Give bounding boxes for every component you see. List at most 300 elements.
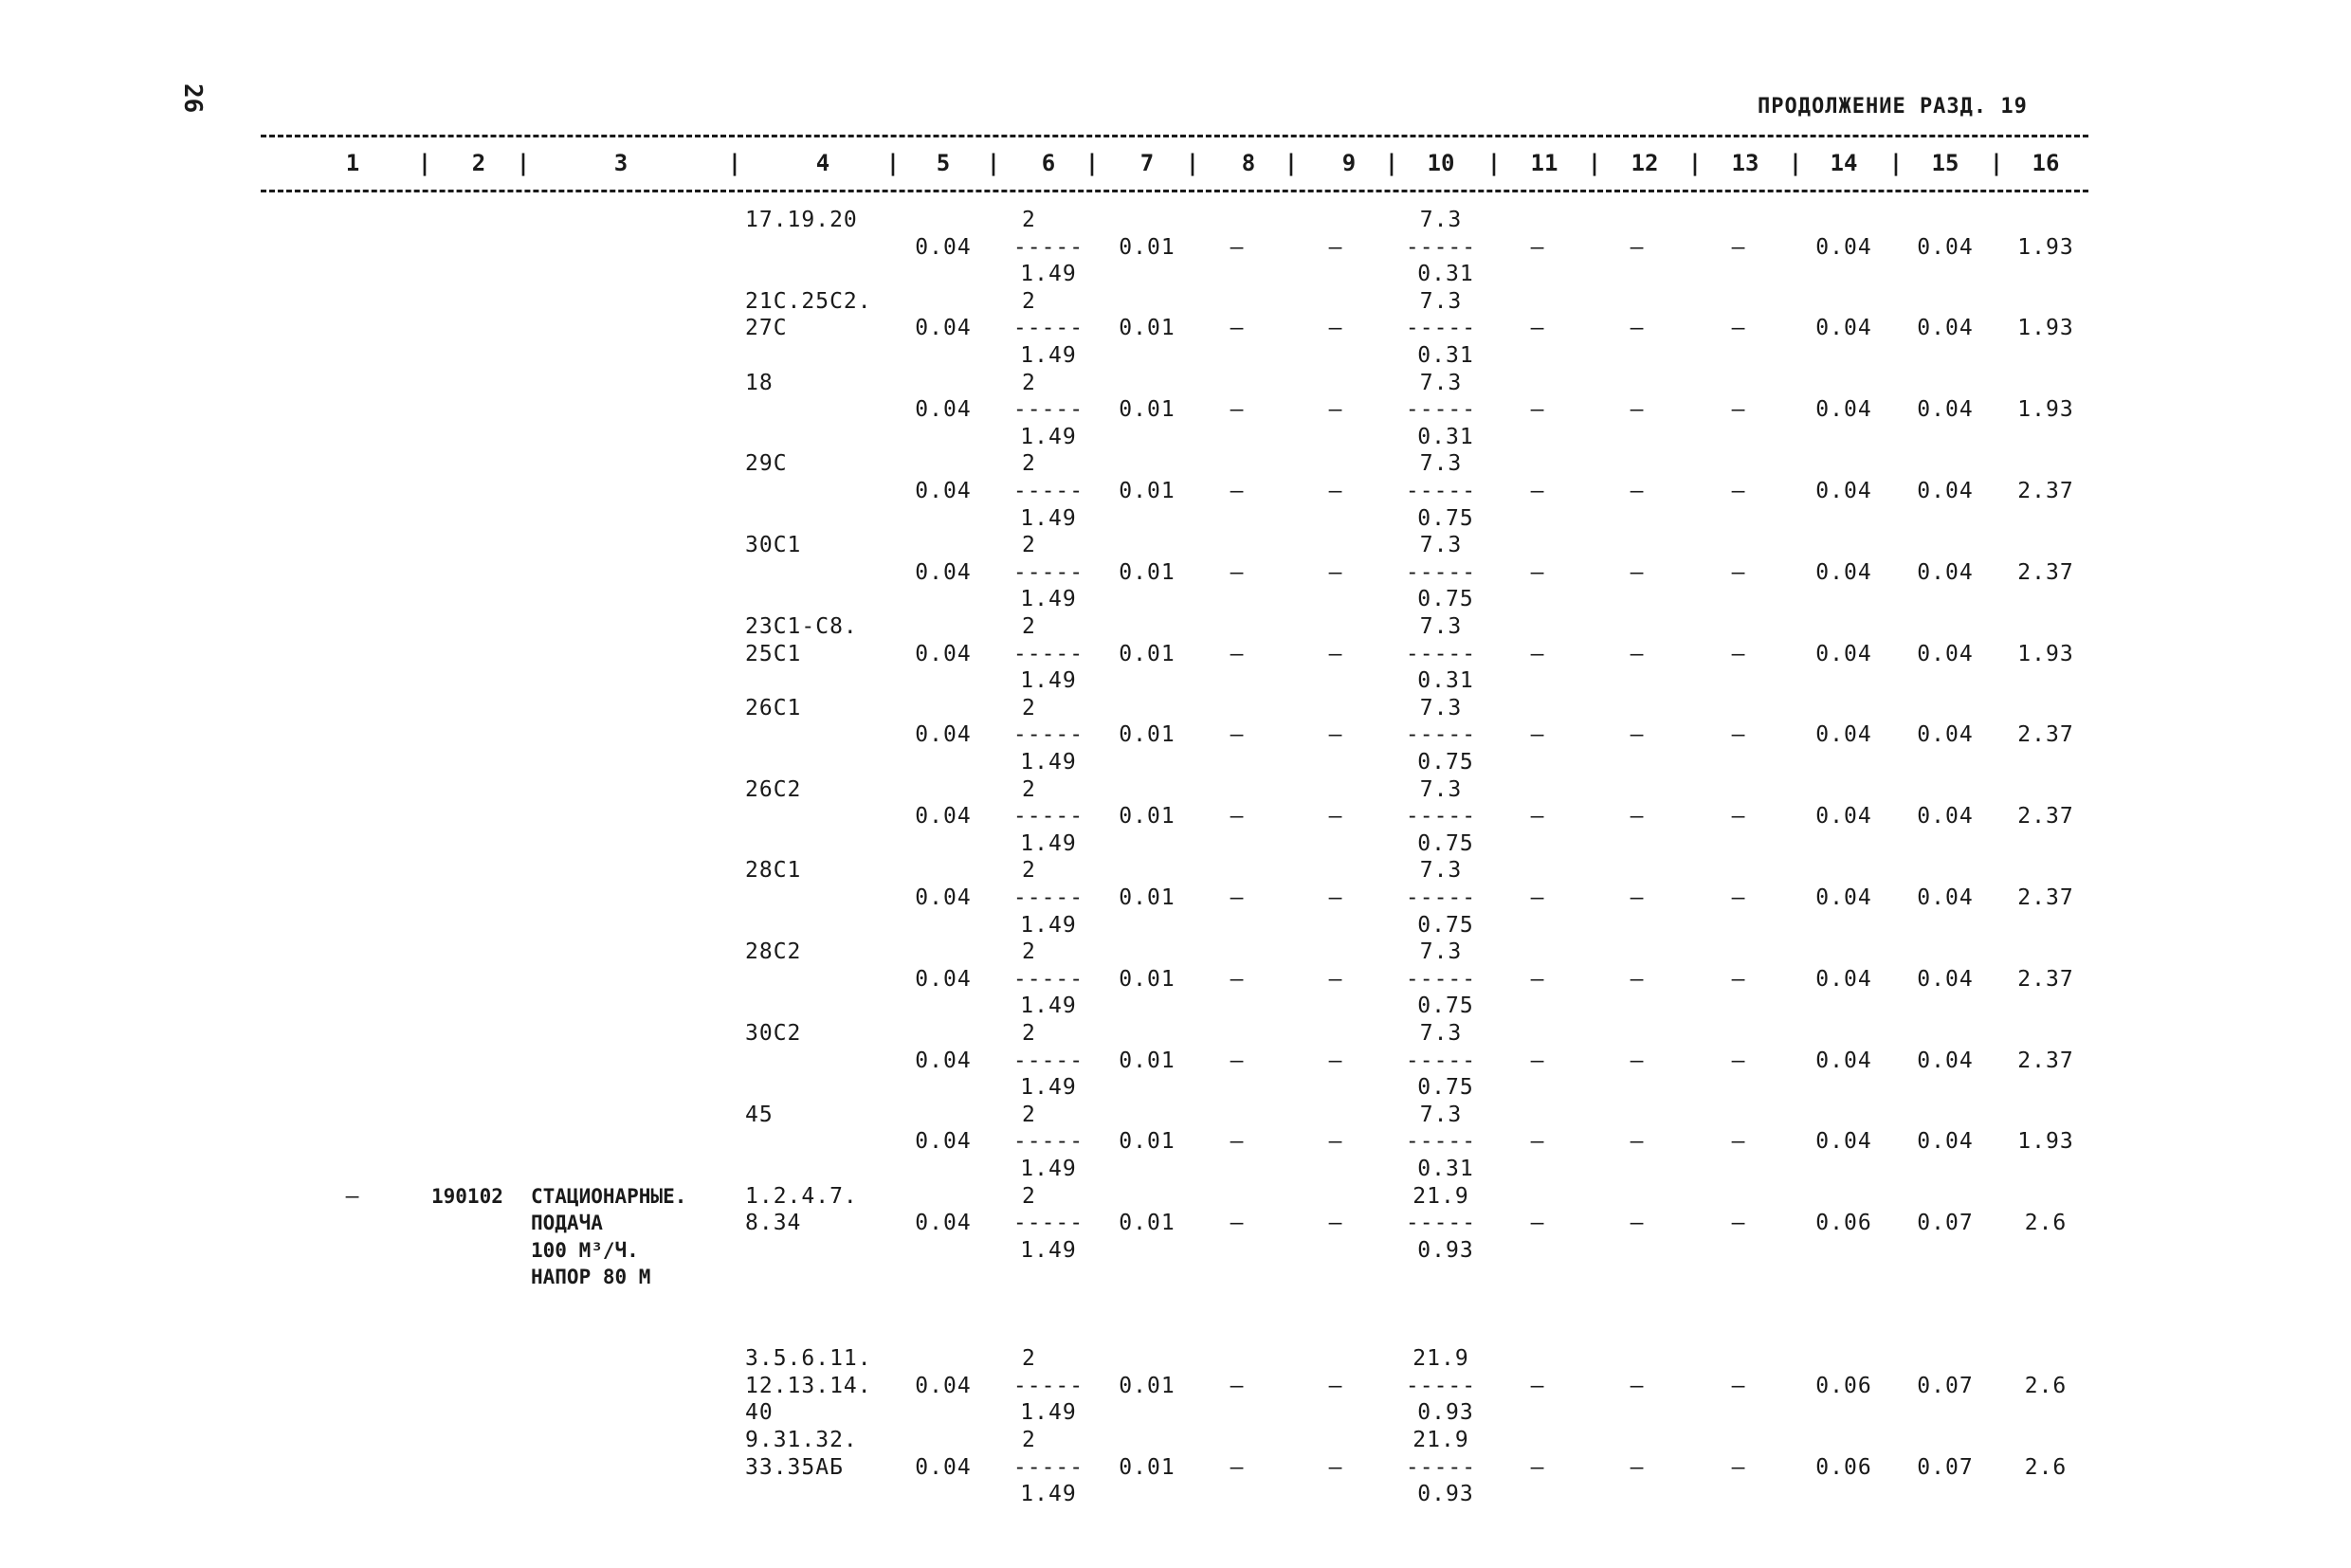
- column-header-10: 10: [1427, 150, 1455, 176]
- item-positions: 28С1: [745, 858, 802, 884]
- col5-value: 0.04: [915, 1048, 972, 1073]
- col1-value: –: [345, 1183, 360, 1209]
- col5-value: 0.04: [915, 234, 972, 260]
- col14-value: 0.04: [1815, 804, 1872, 830]
- col9-value: –: [1328, 559, 1343, 585]
- col7-value: 0.01: [1119, 559, 1176, 585]
- col7-value: 0.01: [1119, 1454, 1176, 1480]
- col15-value: 0.04: [1917, 1129, 1974, 1155]
- column-header-9: 9: [1341, 150, 1357, 176]
- item-positions: 25С1: [745, 641, 802, 666]
- col13-value: –: [1731, 234, 1746, 260]
- column-header-11: 11: [1530, 150, 1558, 176]
- col5-value: 0.04: [915, 479, 972, 503]
- col7-value: 0.01: [1119, 966, 1176, 992]
- column-separator: |: [1587, 150, 1602, 176]
- col5-value: 0.04: [915, 966, 972, 992]
- col9-value: –: [1328, 479, 1343, 503]
- col10-denominator: 0.31: [1417, 1157, 1474, 1181]
- item-positions: 30С2: [745, 1021, 802, 1046]
- col16-value: 2.6: [2024, 1373, 2068, 1398]
- col8-value: –: [1230, 641, 1245, 666]
- col8-value: –: [1230, 885, 1245, 910]
- col11-value: –: [1530, 1129, 1545, 1155]
- col10-denominator: 0.75: [1417, 912, 1474, 938]
- col7-value: 0.01: [1119, 641, 1176, 666]
- col6-fraction-bar: -----: [1012, 885, 1084, 910]
- col7-value: 0.01: [1119, 722, 1176, 748]
- col5-value: 0.04: [915, 1129, 972, 1155]
- col6-denominator: 1.49: [1020, 994, 1077, 1019]
- col15-value: 0.04: [1917, 722, 1974, 748]
- col6-numerator: 2: [1022, 370, 1036, 395]
- col8-value: –: [1230, 316, 1245, 341]
- col14-value: 0.04: [1815, 559, 1872, 585]
- col13-value: –: [1731, 1454, 1746, 1480]
- col10-numerator: 7.3: [1419, 451, 1463, 477]
- column-header-16: 16: [2032, 150, 2060, 176]
- col11-value: –: [1530, 1373, 1545, 1398]
- col10-fraction-bar: -----: [1405, 1129, 1477, 1155]
- col10-fraction-bar: -----: [1405, 641, 1477, 666]
- col7-value: 0.01: [1119, 1211, 1176, 1236]
- col12-value: –: [1630, 1048, 1645, 1073]
- column-separator: |: [1284, 150, 1299, 176]
- col6-denominator: 1.49: [1020, 830, 1077, 856]
- col6-fraction-bar: -----: [1012, 479, 1084, 503]
- column-header-4: 4: [815, 150, 830, 176]
- col9-value: –: [1328, 397, 1343, 423]
- col12-value: –: [1630, 397, 1645, 423]
- col8-value: –: [1230, 397, 1245, 423]
- col16-value: 2.37: [2017, 722, 2074, 748]
- col6-fraction-bar: -----: [1012, 641, 1084, 666]
- col6-denominator: 1.49: [1020, 262, 1077, 287]
- col16-value: 2.37: [2017, 559, 2074, 585]
- continuation-title: ПРОДОЛЖЕНИЕ РАЗД. 19: [1758, 95, 2028, 119]
- col15-value: 0.04: [1917, 479, 1974, 503]
- col10-denominator: 0.31: [1417, 668, 1474, 694]
- col10-fraction-bar: -----: [1405, 479, 1477, 503]
- col7-value: 0.01: [1119, 804, 1176, 830]
- col15-value: 0.04: [1917, 234, 1974, 260]
- col9-value: –: [1328, 1211, 1343, 1236]
- col14-value: 0.06: [1815, 1454, 1872, 1480]
- item-positions: 28С2: [745, 939, 802, 965]
- col12-value: –: [1630, 1373, 1645, 1398]
- col9-value: –: [1328, 804, 1343, 830]
- item-positions: 26С2: [745, 776, 802, 802]
- col14-value: 0.04: [1815, 966, 1872, 992]
- column-header-13: 13: [1731, 150, 1759, 176]
- col14-value: 0.04: [1815, 641, 1872, 666]
- col12-value: –: [1630, 479, 1645, 503]
- col13-value: –: [1731, 966, 1746, 992]
- col9-value: –: [1328, 1129, 1343, 1155]
- col10-fraction-bar: -----: [1405, 804, 1477, 830]
- col11-value: –: [1530, 1211, 1545, 1236]
- column-separator: |: [1989, 150, 2004, 176]
- col7-value: 0.01: [1119, 1373, 1176, 1398]
- col5-value: 0.04: [915, 1373, 972, 1398]
- col6-numerator: 2: [1022, 451, 1036, 477]
- column-header-7: 7: [1139, 150, 1155, 176]
- col14-value: 0.04: [1815, 397, 1872, 423]
- col7-value: 0.01: [1119, 1048, 1176, 1073]
- col15-value: 0.04: [1917, 885, 1974, 910]
- col16-value: 1.93: [2017, 397, 2074, 423]
- col6-fraction-bar: -----: [1012, 722, 1084, 748]
- col10-numerator: 7.3: [1419, 1102, 1463, 1127]
- col16-value: 2.6: [2024, 1454, 2068, 1480]
- col7-value: 0.01: [1119, 1129, 1176, 1155]
- col15-value: 0.07: [1917, 1373, 1974, 1398]
- item-positions: 12.13.14.: [745, 1373, 872, 1398]
- col10-denominator: 0.75: [1417, 994, 1474, 1019]
- col6-fraction-bar: -----: [1012, 397, 1084, 423]
- col6-denominator: 1.49: [1020, 505, 1077, 531]
- col13-value: –: [1731, 397, 1746, 423]
- item-positions: 40: [745, 1400, 774, 1426]
- col6-numerator: 2: [1022, 1102, 1036, 1127]
- column-separator: |: [1384, 150, 1399, 176]
- col15-value: 0.04: [1917, 966, 1974, 992]
- col10-fraction-bar: -----: [1405, 316, 1477, 341]
- col5-value: 0.04: [915, 1211, 972, 1236]
- column-separator: |: [1084, 150, 1100, 176]
- col9-value: –: [1328, 966, 1343, 992]
- col5-value: 0.04: [915, 1454, 972, 1480]
- col13-value: –: [1731, 559, 1746, 585]
- col15-value: 0.04: [1917, 316, 1974, 341]
- col16-value: 2.37: [2017, 885, 2074, 910]
- col6-numerator: 2: [1022, 695, 1036, 720]
- column-separator: |: [1888, 150, 1904, 176]
- col15-value: 0.04: [1917, 1048, 1974, 1073]
- item-positions: 33.35АБ: [745, 1454, 844, 1480]
- col6-numerator: 2: [1022, 1183, 1036, 1209]
- col10-fraction-bar: -----: [1405, 559, 1477, 585]
- col9-value: –: [1328, 1048, 1343, 1073]
- col6-fraction-bar: -----: [1012, 1454, 1084, 1480]
- col12-value: –: [1630, 1454, 1645, 1480]
- col8-value: –: [1230, 479, 1245, 503]
- col10-denominator: 0.75: [1417, 830, 1474, 856]
- col10-fraction-bar: -----: [1405, 1048, 1477, 1073]
- col16-value: 1.93: [2017, 641, 2074, 666]
- col10-numerator: 7.3: [1419, 939, 1463, 965]
- col8-value: –: [1230, 234, 1245, 260]
- col10-numerator: 7.3: [1419, 1021, 1463, 1046]
- col7-value: 0.01: [1119, 316, 1176, 341]
- col6-numerator: 2: [1022, 1346, 1036, 1372]
- col16-value: 1.93: [2017, 234, 2074, 260]
- col10-numerator: 21.9: [1412, 1346, 1469, 1372]
- col6-denominator: 1.49: [1020, 424, 1077, 449]
- column-header-5: 5: [936, 150, 951, 176]
- col15-value: 0.07: [1917, 1454, 1974, 1480]
- item-description: НАПОР 80 М: [531, 1266, 651, 1289]
- col15-value: 0.04: [1917, 559, 1974, 585]
- col16-value: 2.37: [2017, 479, 2074, 503]
- col7-value: 0.01: [1119, 885, 1176, 910]
- col10-fraction-bar: -----: [1405, 722, 1477, 748]
- col15-value: 0.07: [1917, 1211, 1974, 1236]
- col6-denominator: 1.49: [1020, 1237, 1077, 1263]
- col10-numerator: 7.3: [1419, 858, 1463, 884]
- col8-value: –: [1230, 722, 1245, 748]
- col14-value: 0.04: [1815, 1129, 1872, 1155]
- column-separator: |: [727, 150, 742, 176]
- col15-value: 0.04: [1917, 804, 1974, 830]
- col13-value: –: [1731, 722, 1746, 748]
- col13-value: –: [1731, 1048, 1746, 1073]
- col6-fraction-bar: -----: [1012, 966, 1084, 992]
- col11-value: –: [1530, 641, 1545, 666]
- col10-denominator: 0.75: [1417, 505, 1474, 531]
- col6-numerator: 2: [1022, 614, 1036, 639]
- col10-denominator: 0.75: [1417, 750, 1474, 775]
- col11-value: –: [1530, 966, 1545, 992]
- col14-value: 0.06: [1815, 1211, 1872, 1236]
- col6-numerator: 2: [1022, 288, 1036, 314]
- col10-denominator: 0.31: [1417, 343, 1474, 368]
- col14-value: 0.04: [1815, 234, 1872, 260]
- col10-numerator: 7.3: [1419, 776, 1463, 802]
- item-positions: 1.2.4.7.: [745, 1183, 858, 1209]
- col9-value: –: [1328, 234, 1343, 260]
- col13-value: –: [1731, 1211, 1746, 1236]
- col9-value: –: [1328, 885, 1343, 910]
- column-separator: |: [417, 150, 432, 176]
- header-top-rule: [261, 135, 2088, 137]
- col11-value: –: [1530, 1454, 1545, 1480]
- col5-value: 0.04: [915, 316, 972, 341]
- col6-numerator: 2: [1022, 858, 1036, 884]
- col7-value: 0.01: [1119, 397, 1176, 423]
- col12-value: –: [1630, 641, 1645, 666]
- col10-denominator: 0.75: [1417, 587, 1474, 612]
- column-header-row: [0, 150, 2351, 180]
- col5-value: 0.04: [915, 641, 972, 666]
- col6-denominator: 1.49: [1020, 1075, 1077, 1101]
- col13-value: –: [1731, 885, 1746, 910]
- col6-denominator: 1.49: [1020, 343, 1077, 368]
- col15-value: 0.04: [1917, 641, 1974, 666]
- item-description: 100 М³/Ч.: [531, 1238, 639, 1262]
- col16-value: 2.6: [2024, 1211, 2068, 1236]
- col5-value: 0.04: [915, 722, 972, 748]
- col8-value: –: [1230, 966, 1245, 992]
- col6-denominator: 1.49: [1020, 587, 1077, 612]
- column-separator: |: [986, 150, 1001, 176]
- col10-fraction-bar: -----: [1405, 885, 1477, 910]
- item-positions: 26С1: [745, 695, 802, 720]
- col10-denominator: 0.75: [1417, 1075, 1474, 1101]
- col6-denominator: 1.49: [1020, 912, 1077, 938]
- item-positions: 8.34: [745, 1211, 802, 1236]
- col10-numerator: 7.3: [1419, 288, 1463, 314]
- col10-numerator: 7.3: [1419, 533, 1463, 558]
- col13-value: –: [1731, 316, 1746, 341]
- col16-value: 2.37: [2017, 1048, 2074, 1073]
- item-description: ПОДАЧА: [531, 1212, 603, 1235]
- item-description: СТАЦИОНАРНЫЕ.: [531, 1184, 687, 1208]
- item-positions: 27С: [745, 316, 788, 341]
- col6-fraction-bar: -----: [1012, 316, 1084, 341]
- col6-numerator: 2: [1022, 533, 1036, 558]
- column-header-2: 2: [471, 150, 486, 176]
- col12-value: –: [1630, 1211, 1645, 1236]
- col6-numerator: 2: [1022, 1021, 1036, 1046]
- col11-value: –: [1530, 1048, 1545, 1073]
- col11-value: –: [1530, 722, 1545, 748]
- col8-value: –: [1230, 804, 1245, 830]
- col11-value: –: [1530, 479, 1545, 503]
- col6-denominator: 1.49: [1020, 1482, 1077, 1507]
- col15-value: 0.04: [1917, 397, 1974, 423]
- col9-value: –: [1328, 1373, 1343, 1398]
- column-header-12: 12: [1631, 150, 1659, 176]
- col10-denominator: 0.31: [1417, 424, 1474, 449]
- col14-value: 0.04: [1815, 885, 1872, 910]
- col6-fraction-bar: -----: [1012, 1129, 1084, 1155]
- col16-value: 1.93: [2017, 316, 2074, 341]
- col12-value: –: [1630, 885, 1645, 910]
- col6-fraction-bar: -----: [1012, 1373, 1084, 1398]
- item-positions: 30С1: [745, 533, 802, 558]
- page-number: 26: [178, 83, 207, 114]
- col14-value: 0.04: [1815, 479, 1872, 503]
- col10-numerator: 21.9: [1412, 1428, 1469, 1452]
- col5-value: 0.04: [915, 804, 972, 830]
- item-positions: 9.31.32.: [745, 1428, 858, 1452]
- col14-value: 0.04: [1815, 722, 1872, 748]
- col12-value: –: [1630, 1129, 1645, 1155]
- col13-value: –: [1731, 641, 1746, 666]
- col8-value: –: [1230, 1454, 1245, 1480]
- item-positions: 29С: [745, 451, 788, 477]
- column-separator: |: [1486, 150, 1502, 176]
- col8-value: –: [1230, 559, 1245, 585]
- column-header-1: 1: [345, 150, 360, 176]
- col10-fraction-bar: -----: [1405, 966, 1477, 992]
- col11-value: –: [1530, 559, 1545, 585]
- column-header-8: 8: [1241, 150, 1256, 176]
- col11-value: –: [1530, 316, 1545, 341]
- col6-fraction-bar: -----: [1012, 1048, 1084, 1073]
- col16-value: 2.37: [2017, 804, 2074, 830]
- col10-denominator: 0.31: [1417, 262, 1474, 287]
- col6-numerator: 2: [1022, 776, 1036, 802]
- col9-value: –: [1328, 641, 1343, 666]
- col6-fraction-bar: -----: [1012, 234, 1084, 260]
- col12-value: –: [1630, 722, 1645, 748]
- col12-value: –: [1630, 559, 1645, 585]
- col8-value: –: [1230, 1129, 1245, 1155]
- column-separator: |: [516, 150, 531, 176]
- col14-value: 0.06: [1815, 1373, 1872, 1398]
- column-header-6: 6: [1041, 150, 1056, 176]
- col10-numerator: 7.3: [1419, 370, 1463, 395]
- col11-value: –: [1530, 234, 1545, 260]
- col6-denominator: 1.49: [1020, 1157, 1077, 1181]
- col13-value: –: [1731, 804, 1746, 830]
- column-header-3: 3: [613, 150, 629, 176]
- column-separator: |: [1788, 150, 1803, 176]
- col6-numerator: 2: [1022, 1428, 1036, 1452]
- item-positions: 18: [745, 370, 774, 395]
- col8-value: –: [1230, 1211, 1245, 1236]
- col10-numerator: 7.3: [1419, 614, 1463, 639]
- col10-denominator: 0.93: [1417, 1482, 1474, 1507]
- col10-numerator: 7.3: [1419, 208, 1463, 232]
- col9-value: –: [1328, 316, 1343, 341]
- col10-denominator: 0.93: [1417, 1237, 1474, 1263]
- col6-numerator: 2: [1022, 208, 1036, 232]
- col6-denominator: 1.49: [1020, 1400, 1077, 1426]
- col10-denominator: 0.93: [1417, 1400, 1474, 1426]
- col14-value: 0.04: [1815, 1048, 1872, 1073]
- col12-value: –: [1630, 316, 1645, 341]
- col11-value: –: [1530, 885, 1545, 910]
- col6-fraction-bar: -----: [1012, 1211, 1084, 1236]
- col10-fraction-bar: -----: [1405, 397, 1477, 423]
- column-header-15: 15: [1931, 150, 1959, 176]
- col12-value: –: [1630, 804, 1645, 830]
- col14-value: 0.04: [1815, 316, 1872, 341]
- column-header-14: 14: [1830, 150, 1858, 176]
- col5-value: 0.04: [915, 885, 972, 910]
- col12-value: –: [1630, 966, 1645, 992]
- col12-value: –: [1630, 234, 1645, 260]
- col6-denominator: 1.49: [1020, 668, 1077, 694]
- col10-fraction-bar: -----: [1405, 1373, 1477, 1398]
- col9-value: –: [1328, 1454, 1343, 1480]
- col5-value: 0.04: [915, 559, 972, 585]
- column-separator: |: [1185, 150, 1200, 176]
- header-bottom-rule: [261, 190, 2088, 192]
- col13-value: –: [1731, 479, 1746, 503]
- item-positions: 23С1-С8.: [745, 614, 858, 639]
- col8-value: –: [1230, 1048, 1245, 1073]
- col10-fraction-bar: -----: [1405, 1211, 1477, 1236]
- col6-denominator: 1.49: [1020, 750, 1077, 775]
- col11-value: –: [1530, 804, 1545, 830]
- item-positions: 45: [745, 1102, 774, 1127]
- col11-value: –: [1530, 397, 1545, 423]
- col10-fraction-bar: -----: [1405, 1454, 1477, 1480]
- col10-numerator: 7.3: [1419, 695, 1463, 720]
- col10-numerator: 21.9: [1412, 1183, 1469, 1209]
- item-positions: 3.5.6.11.: [745, 1346, 872, 1372]
- col6-fraction-bar: -----: [1012, 559, 1084, 585]
- col10-fraction-bar: -----: [1405, 234, 1477, 260]
- col6-fraction-bar: -----: [1012, 804, 1084, 830]
- col8-value: –: [1230, 1373, 1245, 1398]
- col13-value: –: [1731, 1373, 1746, 1398]
- item-positions: 17.19.20: [745, 208, 858, 232]
- col5-value: 0.04: [915, 397, 972, 423]
- column-separator: |: [885, 150, 901, 176]
- col13-value: –: [1731, 1129, 1746, 1155]
- item-positions: 21С.25С2.: [745, 288, 872, 314]
- col7-value: 0.01: [1119, 479, 1176, 503]
- col16-value: 2.37: [2017, 966, 2074, 992]
- col16-value: 1.93: [2017, 1129, 2074, 1155]
- item-code: 190102: [431, 1184, 503, 1208]
- col6-numerator: 2: [1022, 939, 1036, 965]
